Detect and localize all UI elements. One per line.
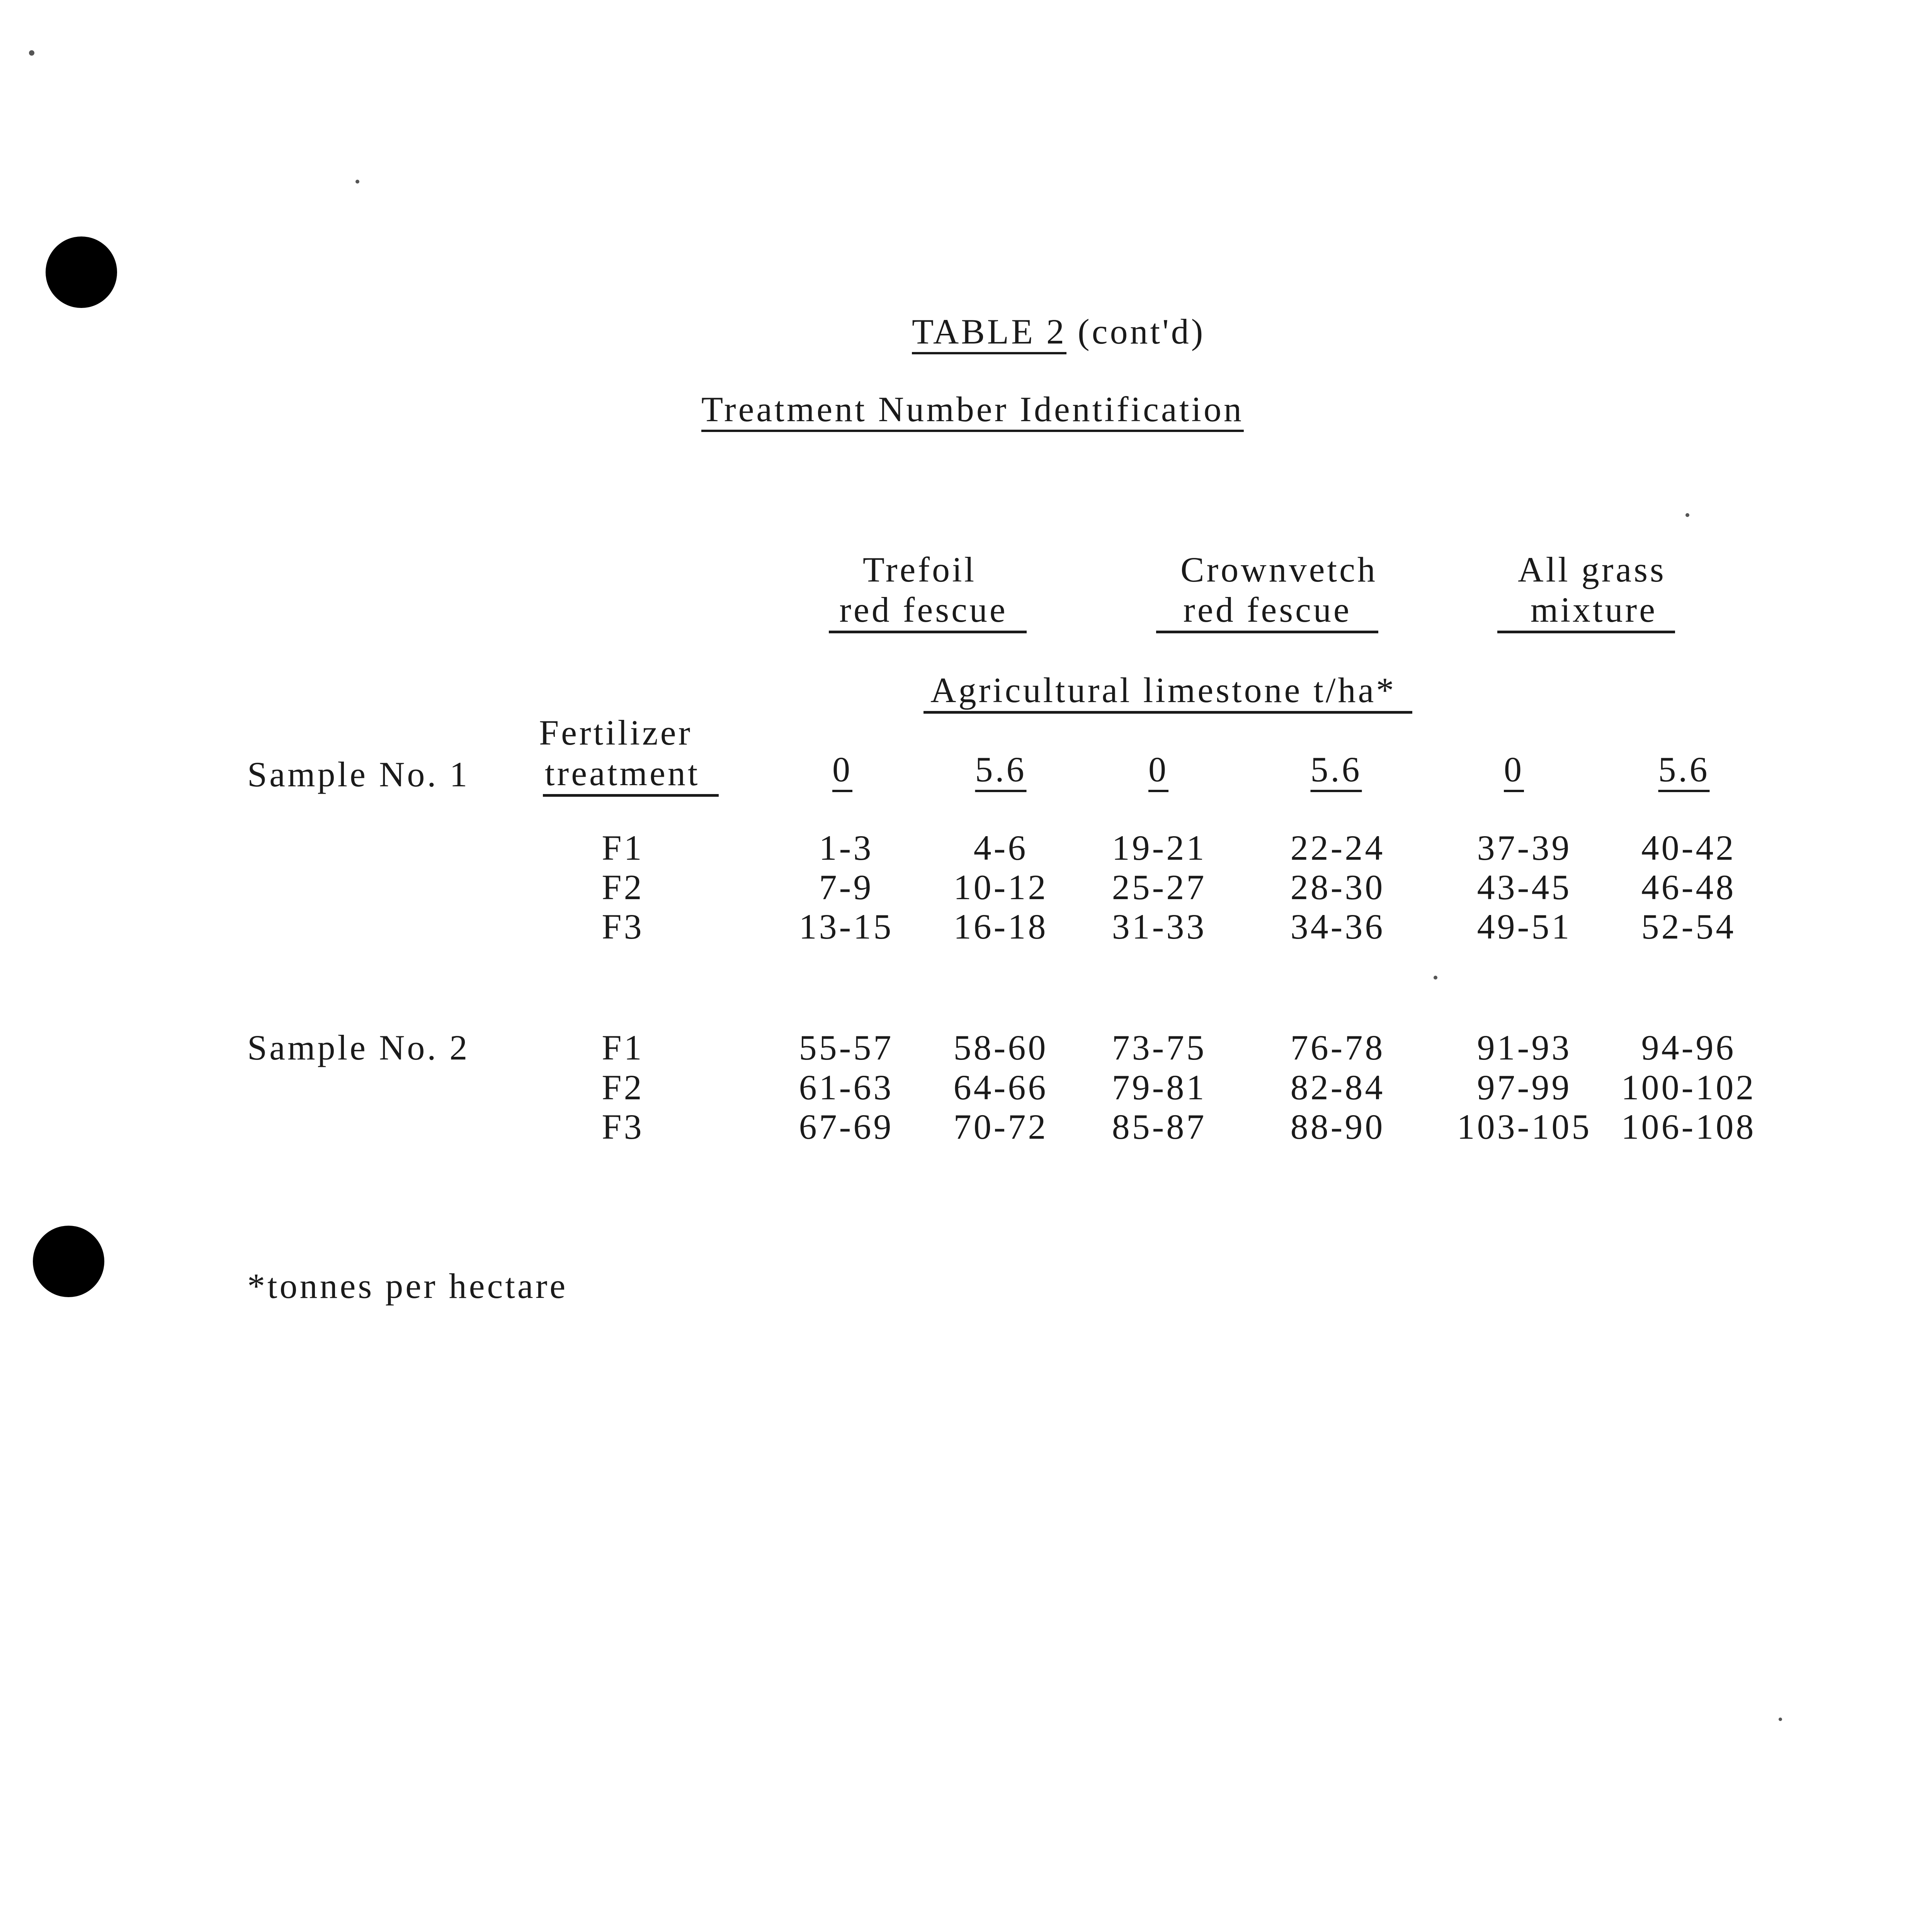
table-cell: 55-57 bbox=[799, 1028, 894, 1067]
table-cell: 40-42 bbox=[1641, 828, 1736, 867]
limestone-header-underline bbox=[923, 711, 1412, 714]
treatment-label: F1 bbox=[602, 1028, 644, 1067]
table-cell: 19-21 bbox=[1112, 828, 1207, 867]
scan-speck bbox=[1434, 976, 1437, 980]
group-header-crownvetch-line1: Crownvetch bbox=[1180, 550, 1378, 589]
table-cell: 1-3 bbox=[819, 828, 874, 867]
table-cell: 16-18 bbox=[953, 907, 1048, 946]
table-cell: 88-90 bbox=[1290, 1107, 1385, 1146]
group-header-trefoil-line1: Trefoil bbox=[862, 550, 977, 589]
table-cell: 100-102 bbox=[1621, 1068, 1756, 1107]
table-cell: 85-87 bbox=[1112, 1107, 1207, 1146]
table-cell: 58-60 bbox=[953, 1028, 1048, 1067]
table-cell: 97-99 bbox=[1477, 1068, 1572, 1107]
treatment-label: F1 bbox=[602, 828, 644, 867]
footnote: *tonnes per hectare bbox=[247, 1266, 568, 1306]
table-cell: 61-63 bbox=[799, 1068, 894, 1107]
fertilizer-header-line2: treatment bbox=[545, 753, 700, 793]
scan-speck bbox=[1779, 1718, 1782, 1721]
group-underline-trefoil bbox=[829, 631, 1027, 633]
table-title-line bbox=[912, 314, 1205, 349]
table-cell: 25-27 bbox=[1112, 867, 1207, 907]
fertilizer-header-underline bbox=[543, 794, 719, 797]
table-cell: 22-24 bbox=[1290, 828, 1385, 867]
table-cell: 13-15 bbox=[799, 907, 894, 946]
rate-header-trefoil-5.6: 5.6 bbox=[975, 750, 1027, 789]
group-header-trefoil-line2: red fescue bbox=[839, 590, 1008, 629]
table-cell: 73-75 bbox=[1112, 1028, 1207, 1067]
sample-2-label: Sample No. 2 bbox=[247, 1028, 470, 1067]
table-cell: 79-81 bbox=[1112, 1068, 1207, 1107]
treatment-label: F2 bbox=[602, 1068, 644, 1107]
table-cell: 82-84 bbox=[1290, 1068, 1385, 1107]
table-cell: 91-93 bbox=[1477, 1028, 1572, 1067]
scan-speck bbox=[1685, 513, 1689, 517]
binder-hole-top bbox=[46, 236, 117, 308]
group-underline-allgrass bbox=[1497, 631, 1675, 633]
treatment-label: F2 bbox=[602, 867, 644, 907]
table-cell: 94-96 bbox=[1641, 1028, 1736, 1067]
table-cell: 34-36 bbox=[1290, 907, 1385, 946]
rate-header-crownvetch-5.6: 5.6 bbox=[1310, 750, 1362, 789]
table-cell: 28-30 bbox=[1290, 867, 1385, 907]
table-cell: 10-12 bbox=[953, 867, 1048, 907]
fertilizer-header-line1: Fertilizer bbox=[539, 713, 693, 752]
rate-header-crownvetch-0: 0 bbox=[1148, 750, 1168, 789]
table-subtitle: Treatment Number Identification bbox=[701, 389, 1244, 429]
group-header-allgrass-line2: mixture bbox=[1530, 590, 1658, 629]
table-cell: 43-45 bbox=[1477, 867, 1572, 907]
group-underline-crownvetch bbox=[1156, 631, 1378, 633]
table-cell: 31-33 bbox=[1112, 907, 1207, 946]
table-cell: 46-48 bbox=[1641, 867, 1736, 907]
treatment-label: F3 bbox=[602, 907, 644, 946]
treatment-label: F3 bbox=[602, 1107, 644, 1146]
table-cell: 76-78 bbox=[1290, 1028, 1385, 1067]
scan-speck bbox=[29, 50, 34, 56]
table-cell: 106-108 bbox=[1621, 1107, 1756, 1146]
group-header-allgrass-line1: All grass bbox=[1518, 550, 1666, 589]
group-header-crownvetch-line2: red fescue bbox=[1183, 590, 1352, 629]
table-title-suffix: (cont'd) bbox=[1078, 312, 1206, 351]
table-title: TABLE 2 bbox=[912, 312, 1067, 351]
rate-header-allgrass-5.6: 5.6 bbox=[1658, 750, 1710, 789]
sample-1-label: Sample No. 1 bbox=[247, 755, 470, 794]
limestone-header: Agricultural limestone t/ha* bbox=[930, 670, 1396, 710]
binder-hole-middle bbox=[33, 1226, 104, 1297]
table-cell: 103-105 bbox=[1457, 1107, 1592, 1146]
scan-speck bbox=[355, 180, 359, 184]
table-cell: 4-6 bbox=[973, 828, 1028, 867]
rate-header-allgrass-0: 0 bbox=[1504, 750, 1524, 789]
rate-header-trefoil-0: 0 bbox=[832, 750, 852, 789]
table-cell: 49-51 bbox=[1477, 907, 1572, 946]
table-cell: 7-9 bbox=[819, 867, 874, 907]
table-cell: 70-72 bbox=[953, 1107, 1048, 1146]
table-cell: 64-66 bbox=[953, 1068, 1048, 1107]
table-cell: 52-54 bbox=[1641, 907, 1736, 946]
table-cell: 67-69 bbox=[799, 1107, 894, 1146]
table-cell: 37-39 bbox=[1477, 828, 1572, 867]
